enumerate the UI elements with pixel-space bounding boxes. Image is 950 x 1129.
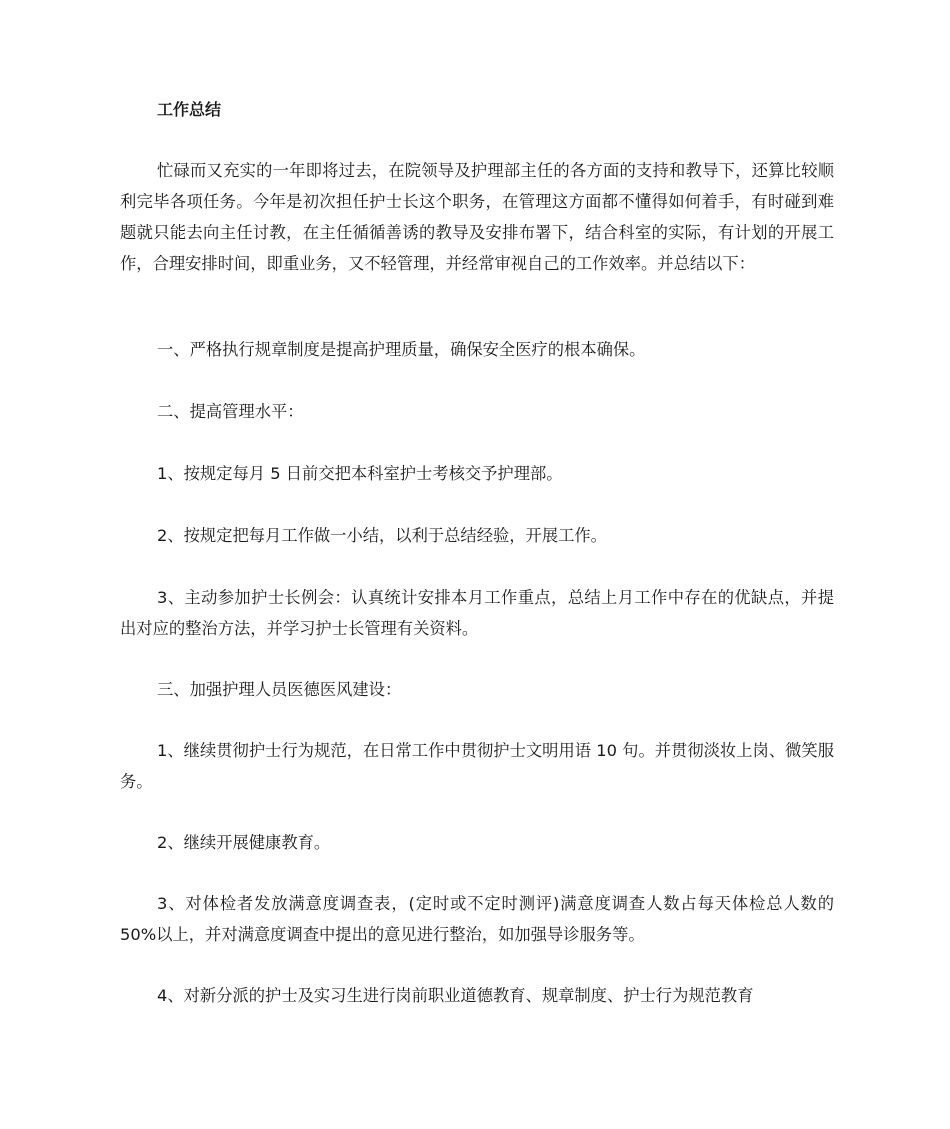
document-title: 工作总结 <box>157 100 222 119</box>
paragraph-section-1: 一、严格执行规章制度是提高护理质量，确保安全医疗的根本确保。 <box>157 340 646 359</box>
paragraph-item-3-1: 1、继续贯彻护士行为规范，在日常工作中贯彻护士文明用语 10 句。并贯彻淡妆上岗、微笑服务。 <box>120 741 834 791</box>
paragraph-item-2-3: 3、主动参加护士长例会：认真统计安排本月工作重点，总结上月工作中存在的优缺点，并提出对应的整治方法，并学习护士长管理有关资料。 <box>120 588 834 638</box>
paragraph-item-3-4: 4、对新分派的护士及实习生进行岗前职业道德教育、规章制度、护士行为规范教育 <box>157 986 754 1005</box>
paragraph-item-2-2: 2、按规定把每月工作做一小结，以利于总结经验，开展工作。 <box>157 526 607 545</box>
paragraph-item-2-1: 1、按规定每月 5 日前交把本科室护士考核交予护理部。 <box>157 464 563 483</box>
paragraph-section-2: 二、提高管理水平： <box>157 402 304 421</box>
paragraph-item-3-3: 3、对体检者发放满意度调查表，(定时或不定时测评)满意度调查人数占每天体检总人数的 50%以上，并对满意度调查中提出的意见进行整治，如加强导诊服务等。 <box>120 894 834 944</box>
paragraph-item-3-2: 2、继续开展健康教育。 <box>157 833 331 852</box>
paragraph-section-3: 三、加强护理人员医德医风建设： <box>157 680 402 699</box>
paragraph-intro: 忙碌而又充实的一年即将过去，在院领导及护理部主任的各方面的支持和教导下，还算比较顺利完毕各项任务。今年是初次担任护士长这个职务，在管理这方面都不懂得如何着手，有时碰到难题就只能去向主任讨教，在主任循循善诱的教导及安排布署下，结合科室的实际，有计划的开展工作，合理安排时间，即重业务，又不轻管理，并经常审视自己的工作效率。并总结以下： <box>120 161 834 273</box>
